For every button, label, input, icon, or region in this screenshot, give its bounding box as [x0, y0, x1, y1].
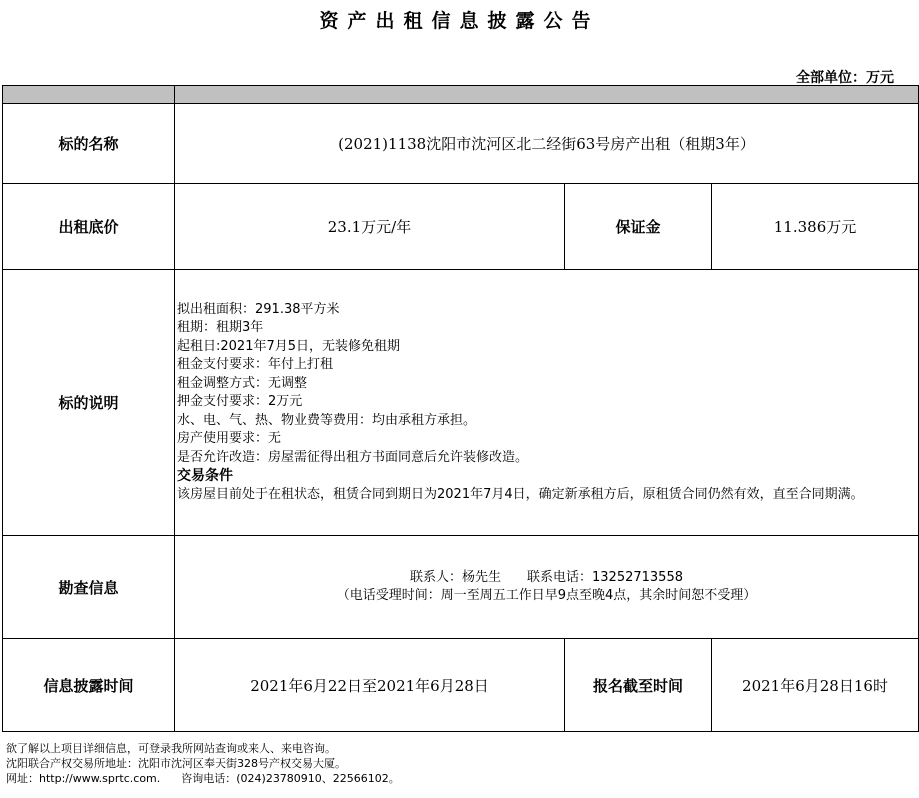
deadline-label: 报名截至时间: [565, 639, 712, 732]
description-line: 租期：租期3年: [177, 320, 264, 336]
disclosure-label: 信息披露时间: [3, 639, 175, 732]
deposit-label: 保证金: [565, 184, 712, 270]
description-line: 租金支付要求：年付上打租: [177, 357, 334, 373]
footer-line: 网址：http://www.sprtc.com. 咨询电话：(024)23780910、22566102。: [6, 772, 400, 785]
description-line: 拟出租面积：291.38平方米: [177, 301, 340, 317]
row-subject-name: [3, 104, 919, 184]
row-survey: [3, 536, 919, 639]
survey-content: [175, 536, 919, 639]
description-line: 水、电、气、热、物业费等费用：均由承租方承担。: [177, 412, 477, 428]
page-title: 资产出租信息披露公告: [319, 10, 600, 32]
price-value: 23.1万元/年: [175, 184, 565, 270]
subject-name-value: (2021)1138沈阳市沈河区北二经街63号房产出租（租期3年）: [175, 104, 919, 184]
footer-line: 沈阳联合产权交易所地址：沈阳市沈河区奉天街328号产权交易大厦。: [6, 757, 346, 770]
row-disclosure-time: [3, 639, 919, 732]
description-line: 是否允许改造：房屋需征得出租方书面同意后允许装修改造。: [177, 449, 529, 465]
survey-hours: （电话受理时间：周一至周五工作日早9点至晚4点，其余时间恕不受理）: [336, 588, 757, 603]
description-label: 标的说明: [3, 270, 175, 536]
footer-line: 欲了解以上项目详细信息，可登录我所网站查询或来人、来电咨询。: [6, 742, 336, 755]
row-description: [3, 270, 919, 536]
survey-label: 勘查信息: [3, 536, 175, 639]
description-line: 起租日:2021年7月5日，无装修免租期: [177, 338, 401, 354]
deadline-value: 2021年6月28日16时: [712, 639, 919, 732]
unit-note: 全部单位：万元: [796, 70, 894, 86]
description-line: 租金调整方式：无调整: [177, 375, 308, 391]
price-label: 出租底价: [3, 184, 175, 270]
header-cell-right: [175, 86, 919, 104]
conditions-text: 该房屋目前处于在租状态，租赁合同到期日为2021年7月4日，确定新承租方后，原租赁合同仍然有效，直至合同期满。: [177, 486, 864, 502]
survey-contact: 联系人：杨先生 联系电话：13252713558: [410, 570, 683, 585]
deposit-value: 11.386万元: [712, 184, 919, 270]
description-line: 押金支付要求：2万元: [177, 394, 303, 410]
table-header-bar: [3, 86, 919, 104]
row-price: [3, 184, 919, 270]
disclosure-value: 2021年6月22日至2021年6月28日: [175, 639, 565, 732]
header-cell-left: [3, 86, 175, 104]
disclosure-table: [2, 85, 919, 732]
footer-notes: [6, 741, 400, 786]
conditions-title: 交易条件: [177, 468, 233, 485]
subject-name-label: 标的名称: [3, 104, 175, 184]
description-content: [175, 270, 919, 536]
description-line: 房产使用要求：无: [177, 431, 282, 447]
